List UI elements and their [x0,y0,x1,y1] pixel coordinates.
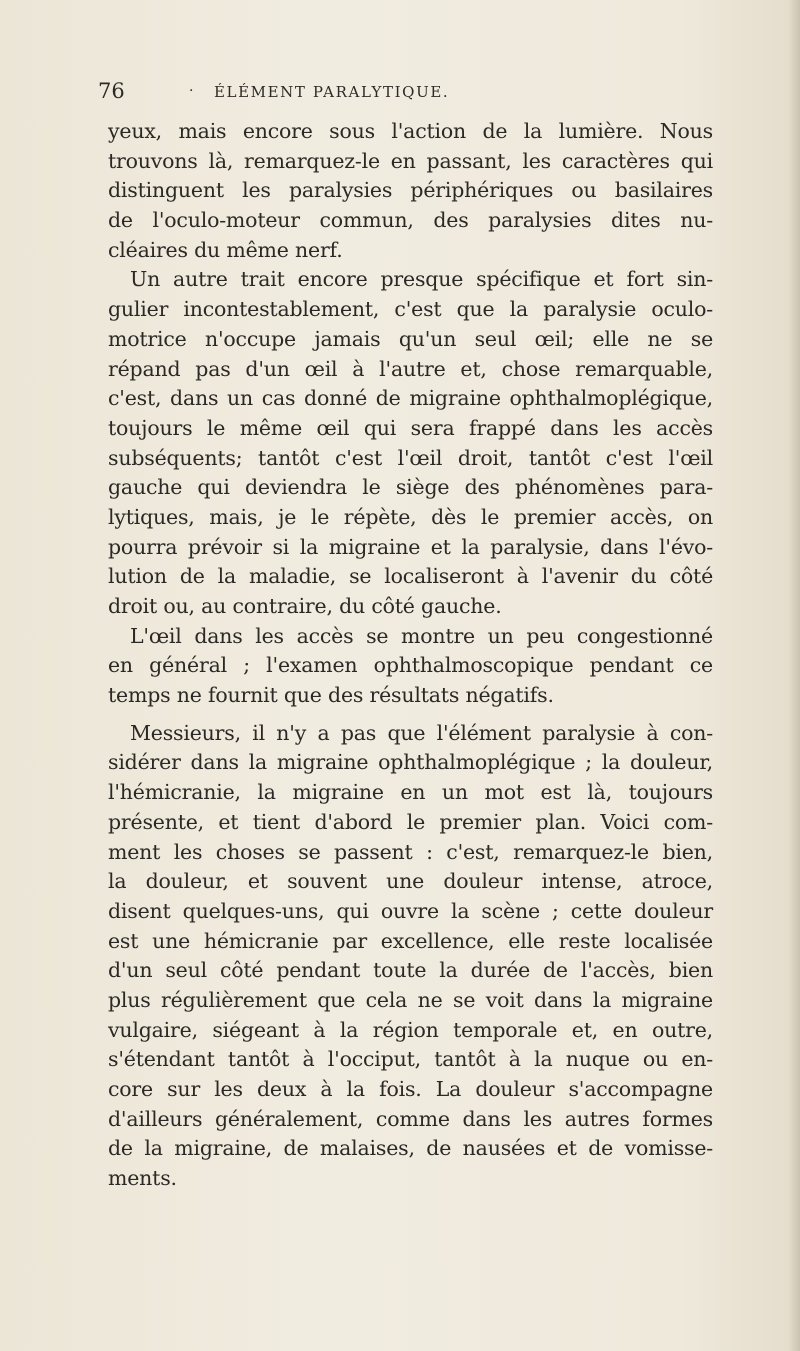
text-line: d'un seul côté pendant toute la durée de l'accès, bien [108,958,713,983]
text-line: ments. [108,1166,177,1191]
text-line: en général ; l'examen ophthalmoscopique pendant ce [108,653,713,678]
text-line: l'hémicranie, la migraine en un mot est là, toujours [108,780,713,805]
text-line: vulgaire, siégeant à la région temporale et, en outre, [108,1017,713,1042]
paragraph [108,622,713,711]
text-line: gulier incontestablement, c'est que la paralysie oculo- [108,297,713,322]
text-line: ment les choses se passent : c'est, remarquez-le bien, [108,839,713,864]
text-line: s'étendant tantôt à l'occiput, tantôt à la nuque ou en- [108,1047,713,1072]
text-line: distinguent les paralysies périphériques ou basilaires [108,178,713,203]
running-title: ÉLÉMENT PARALYTIQUE. [214,83,450,101]
text-line: lytiques, mais, je le répète, dès le premier accès, on [108,504,713,529]
paragraph [108,265,713,621]
text-line: Un autre trait encore presque spécifique et fort sin- [130,267,713,292]
text-line: disent quelques-uns, qui ouvre la scène ; cette douleur [108,898,713,923]
text-line: la douleur, et souvent une douleur intense, atroce, [108,869,713,894]
text-line: sidérer dans la migraine ophthalmoplégique ; la douleur, [108,750,713,775]
text-line: d'ailleurs généralement, comme dans les autres formes [108,1106,713,1131]
text-line: lution de la maladie, se localiseront à l'avenir du côté [108,564,713,589]
text-line: subséquents; tantôt c'est l'œil droit, tantôt c'est l'œil [108,445,713,470]
text-line: Messieurs, il n'y a pas que l'élément paralysie à con- [130,720,713,745]
text-line: trouvons là, remarquez-le en passant, les caractères qui [108,148,713,173]
page-header [98,78,718,108]
text-line: motrice n'occupe jamais qu'un seul œil; elle ne se [108,326,713,351]
text-line: pourra prévoir si la migraine et la paralysie, dans l'évo- [108,534,713,559]
text-line: répand pas d'un œil à l'autre et, chose remarquable, [108,356,713,381]
body-text [108,117,713,1194]
paragraph-gap [108,711,713,719]
page-number: 76 [98,79,125,103]
text-line: c'est, dans un cas donné de migraine ophthalmoplégique, [108,386,713,411]
text-line: core sur les deux à la fois. La douleur s'accompagne [108,1077,713,1101]
paragraph [108,719,713,1194]
text-line: temps ne fournit que des résultats négatifs. [108,683,554,708]
text-line: plus régulièrement que cela ne se voit dans la migraine [108,987,713,1012]
text-line: est une hémicranie par excellence, elle reste localisée [108,928,713,953]
page-edge-shadow [788,0,800,1351]
text-line: droit ou, au contraire, du côté gauche. [108,594,502,618]
text-line: toujours le même œil qui sera frappé dans les accès [108,415,713,440]
text-line: cléaires du même nerf. [108,237,343,262]
text-line: de l'oculo-moteur commun, des paralysies dites nu- [108,208,713,233]
text-line: gauche qui deviendra le siège des phénomènes para- [108,475,713,500]
text-line: L'œil dans les accès se montre un peu congestionné [130,623,713,648]
text-line: de la migraine, de malaises, de nausées et de vomisse- [108,1136,713,1161]
header-separator: · [189,83,194,99]
text-line: yeux, mais encore sous l'action de la lumière. Nous [108,119,713,143]
paragraph [108,117,713,265]
text-line: présente, et tient d'abord le premier plan. Voici com- [108,809,713,834]
